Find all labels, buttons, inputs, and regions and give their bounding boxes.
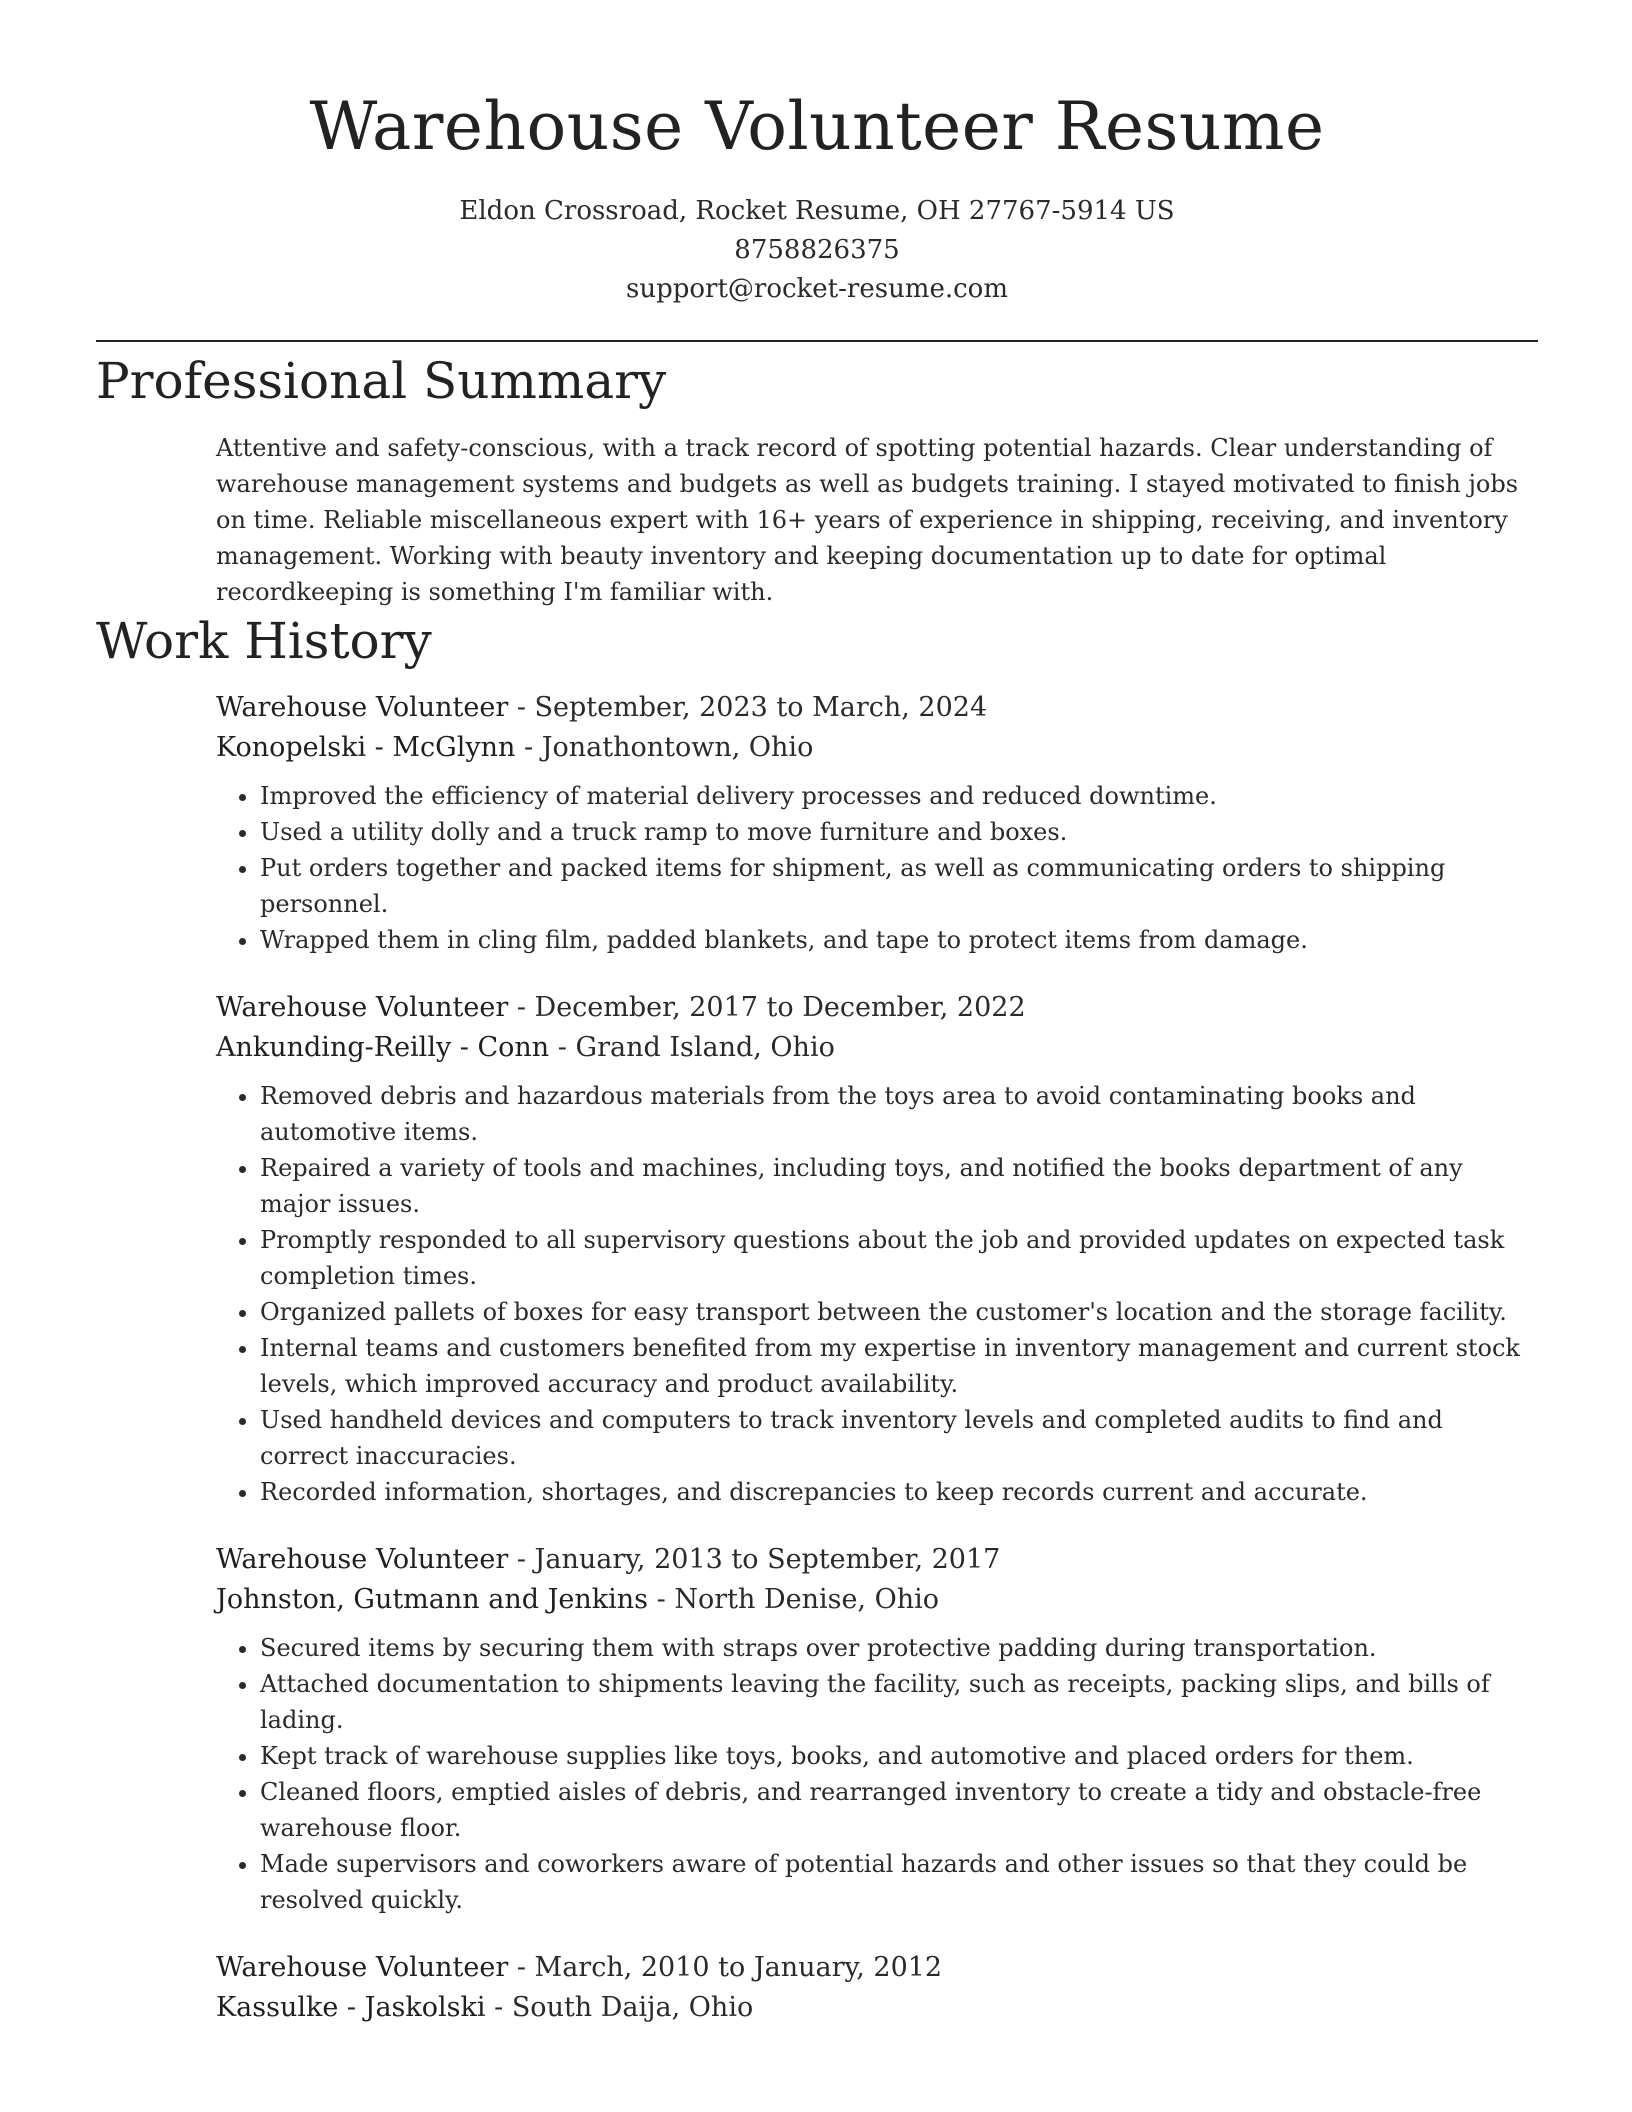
job-company-line xyxy=(216,1580,1538,1620)
contact-email: support@rocket-resume.com xyxy=(625,274,1008,304)
job-company: Konopelski - McGlynn xyxy=(216,732,516,763)
job-company: Ankunding-Reilly - Conn xyxy=(216,1032,550,1063)
job-title-line xyxy=(216,1948,1538,1988)
job-dates: - December, 2017 to December, 2022 xyxy=(516,992,1026,1023)
job-bullet: • Attached documentation to shipments leaving the facility, such as receipts, packing slips, and bills of lading. xyxy=(260,1666,1538,1738)
job-company-line xyxy=(216,1988,1538,2028)
header-divider xyxy=(96,340,1538,342)
job-bullet: • Repaired a variety of tools and machines, including toys, and notified the books department of any major issues. xyxy=(260,1150,1538,1222)
job-company-line xyxy=(216,728,1538,768)
contact-address: Eldon Crossroad, Rocket Resume, OH 27767-5914 US xyxy=(459,196,1175,226)
job-bullet: • Improved the efficiency of material delivery processes and reduced downtime. xyxy=(260,778,1538,814)
job-company: Kassulke - Jaskolski xyxy=(216,1992,486,2023)
job-entry xyxy=(216,1540,1538,1918)
resume-header xyxy=(96,0,1538,309)
job-location: - North Denise, Ohio xyxy=(656,1584,940,1615)
job-location: - Grand Island, Ohio xyxy=(557,1032,835,1063)
job-bullet: • Recorded information, shortages, and discrepancies to keep records current and accurate. xyxy=(260,1474,1538,1510)
job-title: Warehouse Volunteer xyxy=(216,992,509,1023)
job-bullet: • Removed debris and hazardous materials from the toys area to avoid contaminating books and automotive items. xyxy=(260,1078,1538,1150)
job-title-line xyxy=(216,988,1538,1028)
job-dates: - September, 2023 to March, 2024 xyxy=(516,692,988,723)
job-title: Warehouse Volunteer xyxy=(216,1952,509,1983)
job-bullet: • Internal teams and customers benefited from my expertise in inventory management and current stock levels, which improved accuracy and product availability. xyxy=(260,1330,1538,1402)
work-history-list xyxy=(216,688,1538,2028)
job-title-line xyxy=(216,688,1538,728)
job-title: Warehouse Volunteer xyxy=(216,692,509,723)
job-entry xyxy=(216,688,1538,958)
job-bullet: • Promptly responded to all supervisory questions about the job and provided updates on expected task completion times. xyxy=(260,1222,1538,1294)
job-bullet: • Kept track of warehouse supplies like toys, books, and automotive and placed orders for them. xyxy=(260,1738,1538,1774)
resume-title: Warehouse Volunteer Resume xyxy=(309,88,1325,165)
job-bullet: • Organized pallets of boxes for easy transport between the customer's location and the storage facility. xyxy=(260,1294,1538,1330)
job-title: Warehouse Volunteer xyxy=(216,1544,509,1575)
job-bullets xyxy=(216,1078,1538,1510)
job-entry xyxy=(216,988,1538,1510)
job-bullet: • Cleaned floors, emptied aisles of debris, and rearranged inventory to create a tidy and obstacle-free warehouse floor. xyxy=(260,1774,1538,1846)
job-dates: - March, 2010 to January, 2012 xyxy=(516,1952,943,1983)
job-location: - Jonathontown, Ohio xyxy=(523,732,814,763)
job-bullets xyxy=(216,778,1538,958)
job-location: - South Daija, Ohio xyxy=(494,1992,754,2023)
job-bullet: • Secured items by securing them with straps over protective padding during transportation. xyxy=(260,1630,1538,1666)
job-entry xyxy=(216,1948,1538,2028)
job-bullet: • Put orders together and packed items for shipment, as well as communicating orders to shipping personnel. xyxy=(260,850,1538,922)
contact-phone: 8758826375 xyxy=(734,235,900,265)
job-bullet: • Made supervisors and coworkers aware of potential hazards and other issues so that they could be resolved quickly. xyxy=(260,1846,1538,1918)
job-company: Johnston, Gutmann and Jenkins xyxy=(216,1584,649,1615)
resume-page xyxy=(96,0,1538,2058)
job-bullet: • Used a utility dolly and a truck ramp to move furniture and boxes. xyxy=(260,814,1538,850)
job-bullet: • Used handheld devices and computers to track inventory levels and completed audits to find and correct inaccuracies. xyxy=(260,1402,1538,1474)
summary-text: Attentive and safety-conscious, with a track record of spotting potential hazards. Clear understanding of warehouse management systems and budgets as well as budgets training. I stayed motivated to finish jobs on time. Reliable miscellaneous expert with 16+ years of experience in shipping, receiving, and inventory management. Working with beauty inventory and keeping documentation up to date for optimal recordkeeping is something I'm familiar with. xyxy=(216,434,1519,606)
work-history-heading: Work History xyxy=(96,612,432,670)
job-company-line xyxy=(216,1028,1538,1068)
summary-heading: Professional Summary xyxy=(96,352,667,410)
job-bullets xyxy=(216,1630,1538,1918)
job-dates: - January, 2013 to September, 2017 xyxy=(516,1544,1001,1575)
job-title-line xyxy=(216,1540,1538,1580)
job-bullet: • Wrapped them in cling film, padded blankets, and tape to protect items from damage. xyxy=(260,922,1538,958)
contact-block xyxy=(96,192,1538,309)
